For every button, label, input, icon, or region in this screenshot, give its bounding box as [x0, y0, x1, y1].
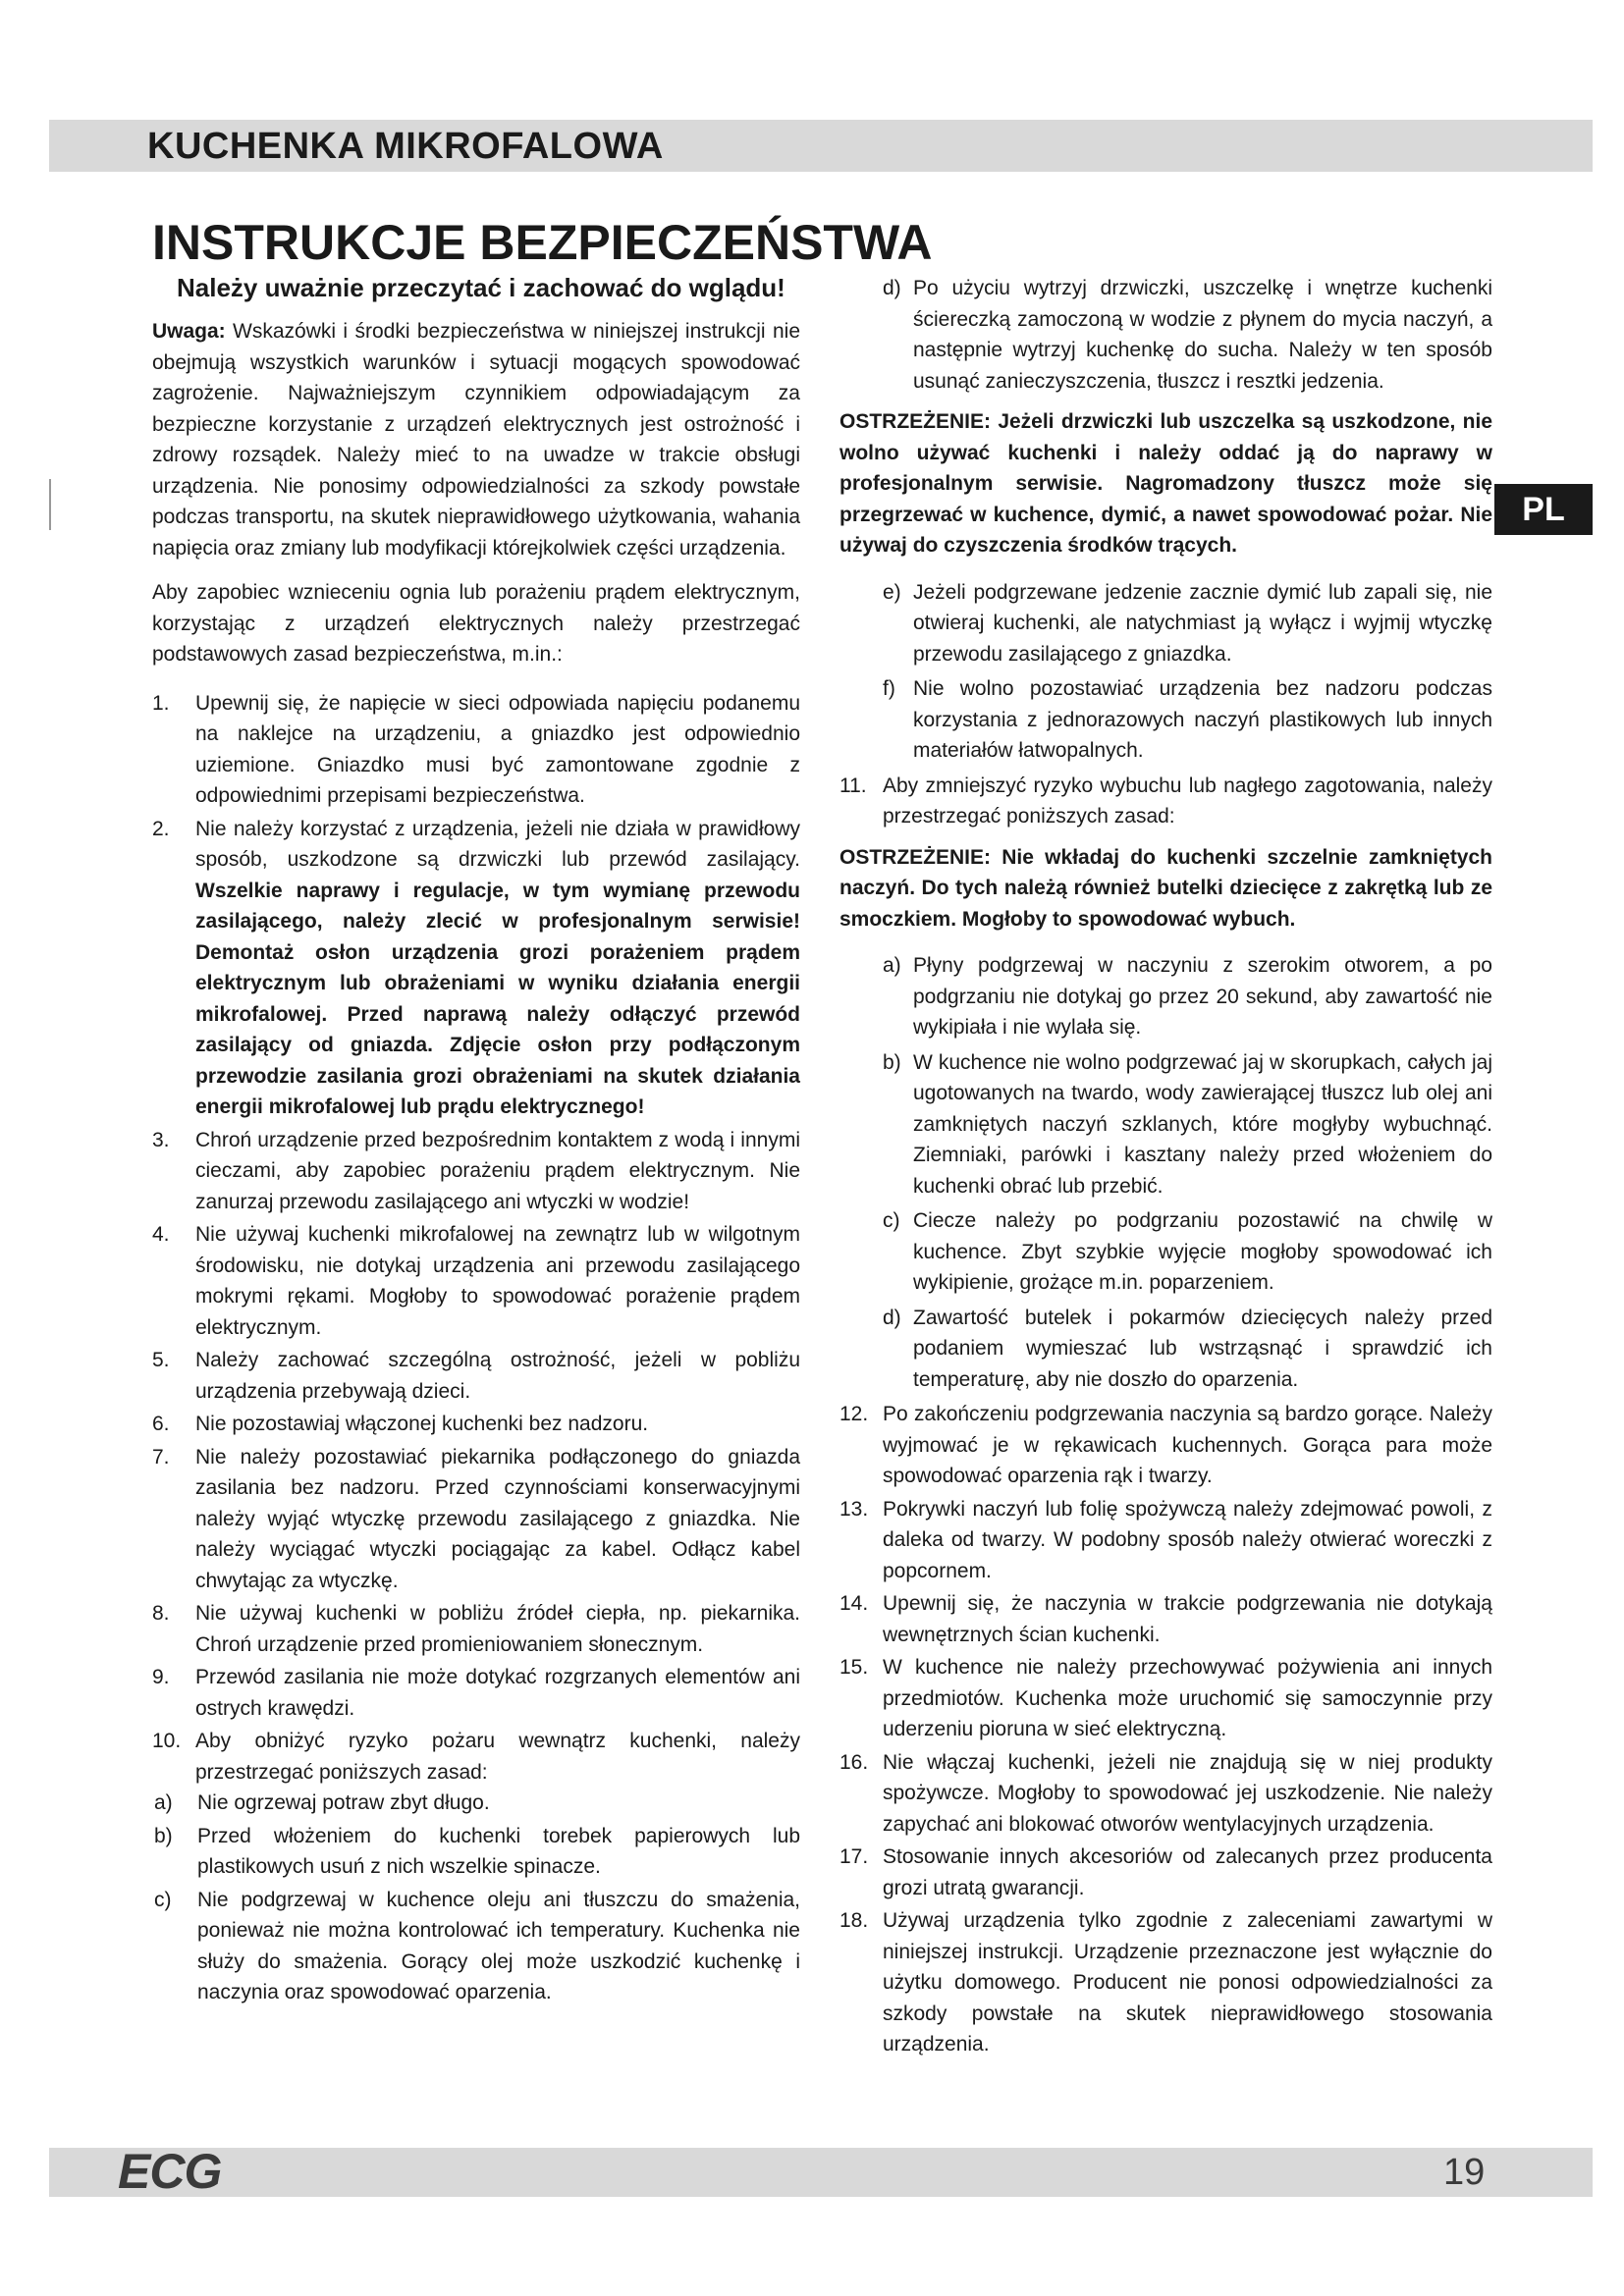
intro-paragraph: Aby zapobiec wznieceniu ognia lub porażeniu prądem elektrycznym, korzystając z urządzeń elektrycznych należy przestrzegać podstawowych zasad bezpieczeństwa, m.in.:	[152, 581, 800, 666]
list-item: 13. Pokrywki naczyń lub folię spożywczą należy zdejmować powoli, z daleka od twarzy. W podobny sposób należy otwierać woreczki z popcornem.	[839, 1497, 1492, 1582]
sub-list-item: e) Jeżeli podgrzewane jedzenie zacznie dymić lub zapali się, nie otwieraj kuchenki, ale natychmiast ją wyłącz i wyjmij wtyczkę przewodu zasilającego z gniazdka.	[883, 580, 1492, 666]
list-item: 14. Upewnij się, że naczynia w trakcie podgrzewania nie dotykają wewnętrznych ścian kuchenki.	[839, 1592, 1492, 1646]
list-item: 12. Po zakończeniu podgrzewania naczynia są bardzo gorące. Należy wyjmować je w rękawicach kuchennych. Gorąca para może spowodować oparzenia rąk i twarzy.	[839, 1403, 1492, 1487]
right-column	[839, 273, 1492, 2062]
left-column	[152, 316, 800, 2010]
sub-list	[839, 950, 1492, 1395]
page-subtitle: Należy uważnie przeczytać i zachować do wglądu!	[177, 273, 785, 302]
sub-list-item: c) Ciecze należy po podgrzaniu pozostawić na chwilę w kuchence. Zbyt szybkie wyjęcie mogłoby spowodować ich wykipienie, grożące m.in. poparzeniem.	[883, 1209, 1492, 1294]
sub-list	[839, 577, 1492, 767]
list-item: 7. Nie należy pozostawiać piekarnika podłączonego do gniazda zasilania bez nadzoru. Przed czynnościami konserwacyjnymi należy wyjąć wtyczkę przewodu zasilającego z gniazdka. Nie należy wyciągać wtyczki pociągając za kabel. Odłącz kabel chwytając za wtyczkę.	[152, 1445, 800, 1592]
page-title: INSTRUKCJE BEZPIECZEŃSTWA	[152, 215, 933, 270]
sub-list-item: b) Przed włożeniem do kuchenki torebek papierowych lub plastikowych usuń z nich wszelkie spinacze.	[154, 1824, 800, 1878]
sub-list-item: c) Nie podgrzewaj w kuchence oleju ani tłuszczu do smażenia, ponieważ nie można kontrolować ich temperatury. Kuchenka nie służy do smażenia. Gorący olej może uszkodzić kuchenkę i naczynia oraz spowodować oparzenia.	[154, 1888, 800, 2003]
page-number: 19	[1443, 2152, 1486, 2193]
sub-list-item: a) Nie ogrzewaj potraw zbyt długo.	[154, 1791, 490, 1814]
safety-list	[839, 771, 1492, 832]
list-item: 17. Stosowanie innych akcesoriów od zalecanych przez producenta grozi utratą gwarancji.	[839, 1845, 1492, 1899]
list-item: 9. Przewód zasilania nie może dotykać rozgrzanych elementów ani ostrych krawędzi.	[152, 1666, 800, 1720]
list-item: 5. Należy zachować szczególną ostrożność, jeżeli w pobliżu urządzenia przebywają dzieci.	[152, 1349, 800, 1403]
list-item: 3. Chroń urządzenie przed bezpośrednim kontaktem z wodą i innymi cieczami, aby zapobiec porażeniu prądem elektrycznym. Nie zanurzaj przewodu zasilającego ani wtyczki w wodzie!	[152, 1128, 800, 1213]
language-badge: PL	[1494, 484, 1593, 535]
list-item: 2. Nie należy korzystać z urządzenia, jeżeli nie działa w prawidłowy sposób, uszkodzone są drzwiczki lub przewód zasilający. Wszelkie naprawy i regulacje, w tym wymianę przewodu zasilającego, należy zlecić w profesjonalnym serwisie! Demontaż osłon urządzenia grozi porażeniem prądem elektrycznym lub obrażeniami w wyniku działania energii mikrofalowej. Przed naprawą należy odłączyć przewód zasilający od gniazda. Zdjęcie osłon przy podłączonym przewodzie zasilania grozi obrażeniami na skutek działania energii mikrofalowej lub prądu elektrycznego!	[152, 817, 800, 1118]
warning-paragraph: OSTRZEŻENIE: Nie wkładaj do kuchenki szczelnie zamkniętych naczyń. Do tych należą również butelki dziecięce z zakrętką lub ze smoczkiem. Mogłoby to spowodować wybuch.	[839, 845, 1492, 931]
brand-logo: ECG	[118, 2144, 222, 2199]
list-item: 11. Aby zmniejszyć ryzyko wybuchu lub nagłego zagotowania, należy przestrzegać poniższych zasad:	[839, 774, 1492, 828]
list-item: 15. W kuchence nie należy przechowywać pożywienia ani innych przedmiotów. Kuchenka może uruchomić się samoczynnie przy uderzeniu pioruna w sieć elektryczną.	[839, 1656, 1492, 1740]
sub-list-item: d) Po użyciu wytrzyj drzwiczki, uszczelkę i wnętrze kuchenki ściereczką zamoczoną w wodzie z płynem do mycia naczyń, a następnie wytrzyj kuchenkę do sucha. Należy w ten sposób usunąć zanieczyszczenia, tłuszcz i resztki jedzenia.	[883, 277, 1492, 393]
list-item: 16. Nie włączaj kuchenki, jeżeli nie znajdują się w niej produkty spożywcze. Mogłoby to spowodować jej uszkodzenie. Nie należy zapychać ani blokować otworów wentylacyjnych urządzenia.	[839, 1750, 1492, 1836]
intro-note	[152, 316, 800, 563]
list-item: 6. Nie pozostawiaj włączonej kuchenki bez nadzoru.	[152, 1413, 649, 1435]
list-item: 1. Upewnij się, że napięcie w sieci odpowiada napięciu podanemu na naklejce na urządzeniu, a gniazdko jest odpowiednio uziemione. Gniazdko musi być zamontowane zgodnie z odpowiednimi przepisami bezpieczeństwa.	[152, 691, 800, 807]
sub-list	[839, 273, 1492, 397]
sub-list-item: a) Płyny podgrzewaj w naczyniu z szerokim otworem, a po podgrzaniu nie dotykaj go przez 20 sekund, aby zawartość nie wykipiała i nie wylała się.	[883, 954, 1492, 1039]
sub-list-item: f) Nie wolno pozostawiać urządzenia bez nadzoru podczas korzystania z jednorazowych naczyń plastikowych lub innych materiałów łatwopalnych.	[883, 677, 1492, 762]
bold-warning: Wszelkie naprawy i regulacje, w tym wymianę przewodu zasilającego, należy zlecić w profesjonalnym serwisie! Demontaż osłon urządzenia grozi porażeniem prądem elektrycznym lub obrażeniami w wyniku działania energii mikrofalowej. Przed naprawą należy odłączyć przewód zasilający od gniazda. Zdjęcie osłon przy podłączonym przewodzie zasilania grozi obrażeniami na skutek działania energii mikrofalowej lub prądu elektrycznego!	[195, 879, 800, 1118]
safety-list	[152, 688, 800, 2008]
list-item: 18. Używaj urządzenia tylko zgodnie z zaleceniami zawartymi w niniejszej instrukcji. Urządzenie przeznaczone jest wyłącznie do użytku domowego. Producent nie ponosi odpowiedzialności za szkody powstałe na skutek nieprawidłowego stosowania urządzenia.	[839, 1909, 1492, 2056]
section-title: KUCHENKA MIKROFALOWA	[147, 126, 664, 167]
header-bar	[49, 120, 1593, 172]
safety-list	[839, 1399, 1492, 2060]
warning-paragraph: OSTRZEŻENIE: Jeżeli drzwiczki lub uszczelka są uszkodzone, nie wolno używać kuchenki i należy oddać ją do naprawy w profesjonalnym serwisie. Nagromadzony tłuszcz może się przegrzewać w kuchence, dymić, a nawet spowodować pożar. Nie używaj do czyszczenia środków trących.	[839, 410, 1492, 557]
sub-list-item: d) Zawartość butelek i pokarmów dziecięcych należy przed podaniem wymieszać lub wstrząsnąć i sprawdzić ich temperaturę, aby nie doszło do oparzenia.	[883, 1306, 1492, 1391]
sub-list	[152, 1788, 800, 2008]
margin-mark	[49, 479, 51, 530]
list-item: 10. Aby obniżyć ryzyko pożaru wewnątrz kuchenki, należy przestrzegać poniższych zasad: a) Nie ogrzewaj potraw zbyt długo. b) Przed włożeniem do kuchenki torebek papierowych lub plastikowych usuń z nich wszelkie spinacze. c) Nie podgrzewaj w kuchence oleju ani tłuszczu do smażenia, ponieważ nie można kontrolować ich temperatury. Kuchenka nie służy do smażenia. Gorący olej może uszkodzić kuchenkę i naczynia oraz spowodować oparzenia.	[152, 1726, 800, 2008]
list-item: 4. Nie używaj kuchenki mikrofalowej na zewnątrz lub w wilgotnym środowisku, nie dotykaj urządzenia ani przewodu zasilającego mokrymi rękami. Mogłoby to spowodować porażenie prądem elektrycznym.	[152, 1223, 800, 1339]
footer-bar	[49, 2148, 1593, 2197]
note-label: Uwaga:	[152, 320, 226, 343]
sub-list-item: b) W kuchence nie wolno podgrzewać jaj w skorupkach, całych jaj ugotowanych na twardo, wody zawierającej tłuszcz lub olej ani zamkniętych naczyń szklanych, które mogłyby wybuchnąć. Ziemniaki, parówki i kasztany należy przed włożeniem do kuchenki obrać lub przebić.	[883, 1050, 1492, 1198]
note-text: Wskazówki i środki bezpieczeństwa w niniejszej instrukcji nie obejmują wszystkich warunków i sytuacji mogących spowodować zagrożenie. Najważniejszym czynnikiem odpowiadającym za bezpieczne korzystanie z urządzeń elektrycznych jest ostrożność i zdrowy rozsądek. Należy mieć to na uwadze w trakcie obsługi urządzenia. Nie ponosimy odpowiedzialności za szkody powstałe podczas transportu, na skutek nieprawidłowego użytkowania, wahania napięcia oraz zmiany lub modyfikacji którejkolwiek części urządzenia.	[152, 320, 800, 560]
list-item: 8. Nie używaj kuchenki w pobliżu źródeł ciepła, np. piekarnika. Chroń urządzenie przed promieniowaniem słonecznym.	[152, 1602, 800, 1656]
